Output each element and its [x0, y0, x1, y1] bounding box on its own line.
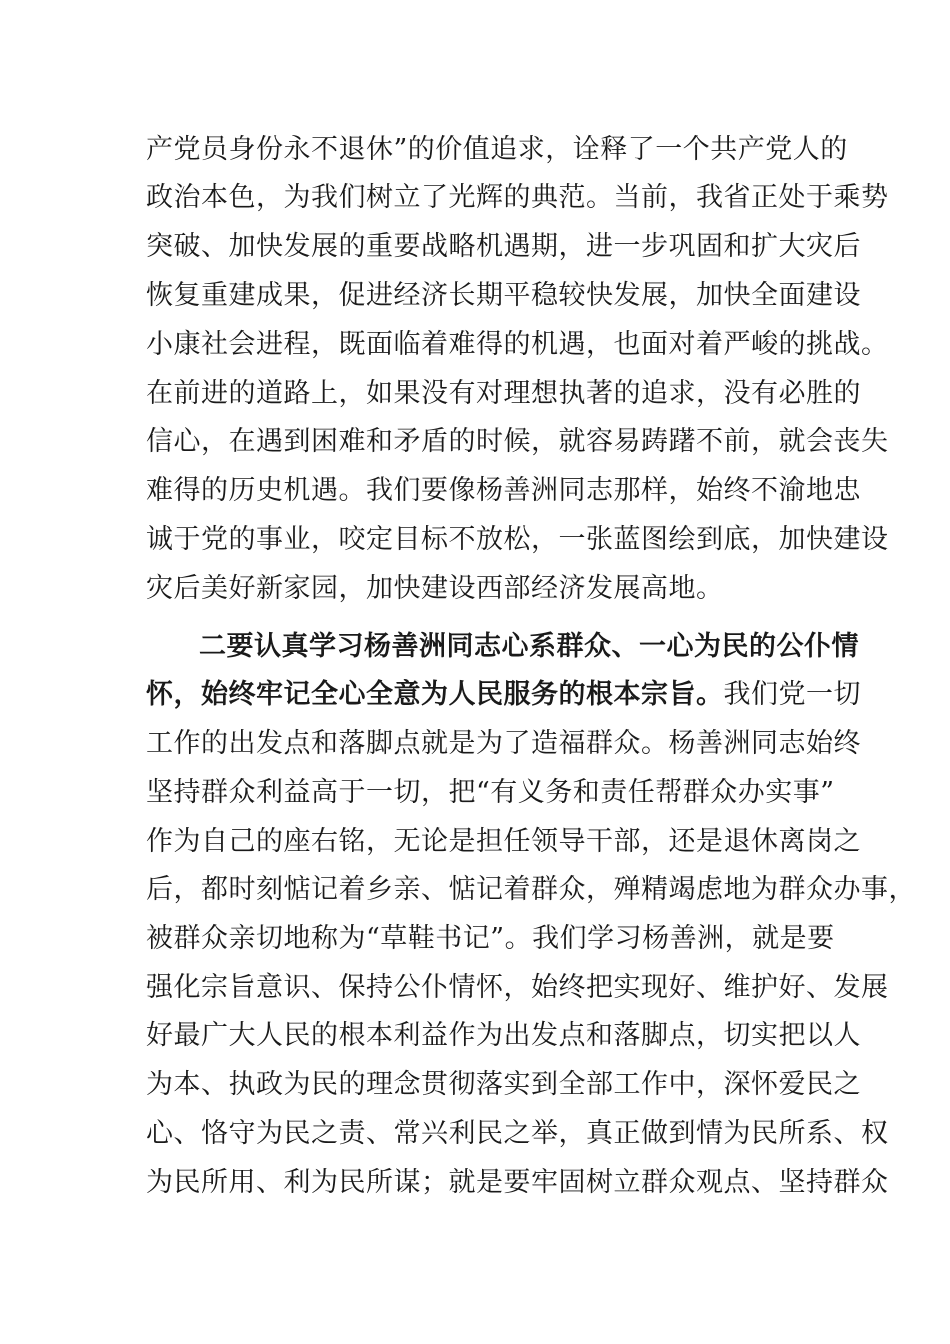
paragraph-line: 心、恪守为民之责、常兴利民之举，真正做到情为民所系、权 [146, 1118, 889, 1149]
paragraph-line: 难得的历史机遇。我们要像杨善洲同志那样，始终不渝地忠 [146, 475, 861, 506]
paragraph-line: 诚于党的事业，咬定目标不放松，一张蓝图绘到底，加快建设 [146, 524, 889, 555]
paragraph-line: 灾后美好新家园，加快建设西部经济发展高地。 [146, 573, 724, 604]
paragraph-line: 在前进的道路上，如果没有对理想执著的追求，没有必胜的 [146, 378, 861, 409]
paragraph-line: 小康社会进程，既面临着难得的机遇，也面对着严峻的挑战。 [146, 329, 889, 360]
paragraph-line: 被群众亲切地称为“草鞋书记”。我们学习杨善洲，就是要 [146, 923, 835, 954]
section-heading-continuation: 我们党一切 [723, 679, 861, 710]
paragraph-line: 作为自己的座右铭，无论是担任领导干部，还是退休离岗之 [146, 826, 861, 857]
paragraph-line: 强化宗旨意识、保持公仆情怀，始终把实现好、维护好、发展 [146, 972, 889, 1003]
section-heading-line: 二要认真学习杨善洲同志心系群众、一心为民的公仆情 [199, 631, 859, 662]
paragraph-line: 坚持群众利益高于一切，把“有义务和责任帮群众办实事” [146, 777, 835, 808]
paragraph-line: 信心，在遇到困难和矛盾的时候，就容易踌躇不前，就会丧失 [146, 426, 889, 457]
paragraph-line: 突破、加快发展的重要战略机遇期，进一步巩固和扩大灾后 [146, 231, 861, 262]
paragraph-line: 为民所用、利为民所谋；就是要牢固树立群众观点、坚持群众 [146, 1167, 889, 1198]
paragraph-line: 工作的出发点和落脚点就是为了造福群众。杨善洲同志始终 [146, 728, 861, 759]
paragraph-line: 产党员身份永不退休”的价值追求，诠释了一个共产党人的 [146, 134, 848, 165]
section-heading-line-mixed [146, 673, 861, 717]
paragraph-line: 为本、执政为民的理念贯彻落实到全部工作中，深怀爱民之 [146, 1069, 861, 1100]
paragraph-line: 好最广大人民的根本利益作为出发点和落脚点，切实把以人 [146, 1020, 861, 1051]
paragraph-line: 政治本色，为我们树立了光辉的典范。当前，我省正处于乘势 [146, 182, 889, 213]
paragraph-line: 后，都时刻惦记着乡亲、惦记着群众，殚精竭虑地为群众办事， [146, 874, 916, 905]
section-heading-bold: 怀，始终牢记全心全意为人民服务的根本宗旨。 [146, 679, 724, 710]
paragraph-line: 恢复重建成果，促进经济长期平稳较快发展，加快全面建设 [146, 280, 861, 311]
